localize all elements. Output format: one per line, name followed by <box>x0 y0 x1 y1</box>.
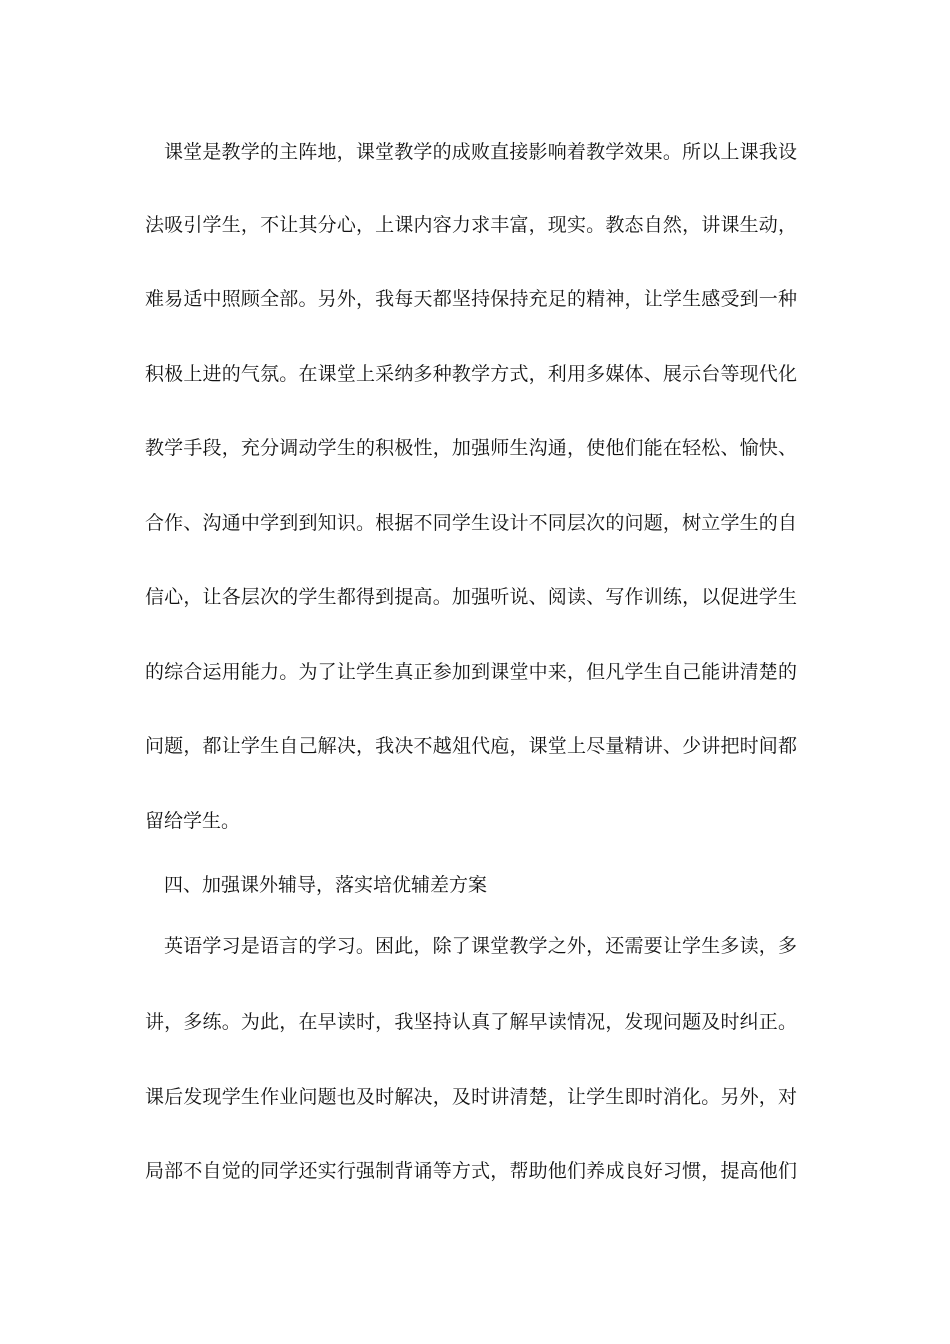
paragraph-line: 教学手段，充分调动学生的积极性，加强师生沟通，使他们能在轻松、愉快、 <box>145 437 797 459</box>
paragraph-line: 课后发现学生作业问题也及时解决，及时讲清楚，让学生即时消化。另外，对 <box>145 1086 797 1108</box>
paragraph-line: 留给学生。 <box>145 810 241 832</box>
paragraph-line: 局部不自觉的同学还实行强制背诵等方式，帮助他们养成良好习惯，提高他们 <box>145 1160 797 1182</box>
paragraph-line: 法吸引学生，不让其分心，上课内容力求丰富，现实。教态自然，讲课生动， <box>145 214 797 236</box>
paragraph-line: 信心，让各层次的学生都得到提高。加强听说、阅读、写作训练，以促进学生 <box>145 586 797 608</box>
paragraph-line: 积极上进的气氛。在课堂上采纳多种教学方式，利用多媒体、展示台等现代化 <box>145 363 797 385</box>
paragraph-line: 讲，多练。为此，在早读时，我坚持认真了解早读情况，发现问题及时纠正。 <box>145 1011 797 1033</box>
paragraph-line: 课堂是教学的主阵地，课堂教学的成败直接影响着教学效果。所以上课我设 <box>164 141 797 163</box>
paragraph-line: 难易适中照顾全部。另外，我每天都坚持保持充足的精神，让学生感受到一种 <box>145 288 797 310</box>
paragraph-line: 合作、沟通中学到到知识。根据不同学生设计不同层次的问题，树立学生的自 <box>145 512 797 534</box>
section-heading: 四、加强课外辅导，落实培优辅差方案 <box>164 874 488 896</box>
paragraph-line: 英语学习是语言的学习。困此，除了课堂教学之外，还需要让学生多读，多 <box>164 935 797 957</box>
paragraph-line: 的综合运用能力。为了让学生真正参加到课堂中来，但凡学生自己能讲清楚的 <box>145 661 797 683</box>
paragraph-line: 问题，都让学生自己解决，我决不越俎代庖，课堂上尽量精讲、少讲把时间都 <box>145 735 797 757</box>
